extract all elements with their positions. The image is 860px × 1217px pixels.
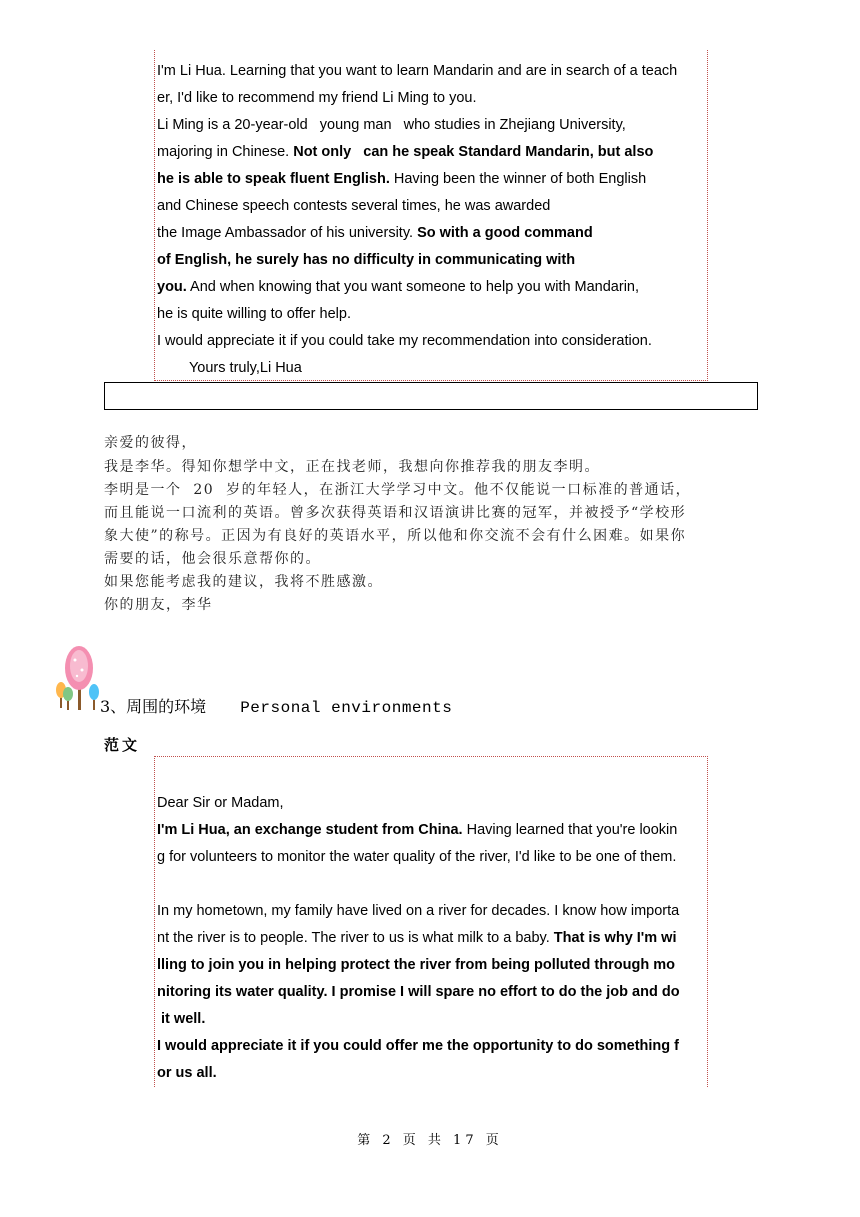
- empty-table-box: [104, 382, 758, 410]
- bold-text: I'm Li Hua, an exchange student from China.: [157, 822, 463, 838]
- bold-text: you.: [157, 279, 187, 295]
- bold-text: Not only can he speak Standard Mandarin, but also: [293, 144, 654, 160]
- letter-line: [157, 1037, 679, 1055]
- translation-line: 你的朋友，李华: [104, 597, 213, 613]
- translation-line: 如果您能考虑我的建议，我将不胜感激。: [104, 574, 383, 590]
- translation-line: 象大使”的称号。正因为有良好的英语水平，所以他和你交流不会有什么困难。如果你: [104, 528, 687, 544]
- bold-text: he is able to speak fluent English.: [157, 171, 390, 187]
- translation-line: 需要的话，他会很乐意帮你的。: [104, 551, 321, 567]
- bold-text: I would appreciate it if you could offer me the opportunity to do something f: [157, 1038, 679, 1054]
- letter-line: [157, 251, 575, 269]
- text: And when knowing that you want someone to help you with Mandarin,: [186, 279, 640, 295]
- letter-line: [157, 62, 677, 80]
- bold-text: So with a good command: [417, 225, 593, 241]
- bold-text: it well.: [157, 1011, 206, 1027]
- section-heading: [100, 694, 452, 717]
- text: and Chinese speech contests several times, he was awarded: [157, 198, 551, 214]
- translation-line: 而且能说一口流利的英语。曾多次获得英语和汉语演讲比赛的冠军，并被授予“学校形: [104, 505, 687, 521]
- bold-text: lling to join you in helping protect the river from being polluted through mo: [157, 957, 675, 973]
- letter-line: [157, 170, 646, 188]
- bold-text: of English, he surely has no difficulty in communicating with: [157, 252, 576, 268]
- tree-decoration-icon: [52, 642, 104, 712]
- letter-line: [157, 305, 351, 323]
- bold-text: or us all.: [157, 1065, 217, 1081]
- translation-line: 李明是一个 20 岁的年轻人，在浙江大学学习中文。他不仅能说一口标准的普通话，: [104, 482, 692, 498]
- text: Li Ming is a 20-year-old young man who studies in Zhejiang University,: [157, 117, 626, 133]
- letter-line: [157, 821, 677, 839]
- letter-line: [157, 902, 679, 920]
- letter-line: [157, 794, 284, 812]
- text: Yours truly,Li Hua: [157, 360, 302, 376]
- letter-line: [157, 1010, 205, 1028]
- letter-line: [157, 956, 675, 974]
- bold-text: nitoring its water quality. I promise I will spare no effort to do the job and do: [157, 984, 680, 1000]
- text: I'm Li Hua. Learning that you want to learn Mandarin and are in search of a teach: [157, 63, 678, 79]
- page-footer: 第 2 页 共 17 页: [357, 1133, 503, 1148]
- text: g for volunteers to monitor the water quality of the river, I'd like to be one of them.: [157, 849, 677, 865]
- letter-line: [157, 278, 639, 296]
- bold-text: That is why I'm wi: [553, 930, 677, 946]
- letter-line: [157, 197, 550, 215]
- translation-line: 亲爱的彼得，: [104, 435, 197, 451]
- letter-line: [157, 89, 477, 107]
- text: Having learned that you're lookin: [462, 822, 678, 838]
- section-english-title: Personal environments: [240, 699, 453, 717]
- letter-line: [157, 359, 302, 377]
- text: Dear Sir or Madam,: [157, 795, 284, 811]
- text: Having been the winner of both English: [389, 171, 647, 187]
- text: the Image Ambassador of his university.: [157, 225, 418, 241]
- section-number-title: 3、周围的环境: [100, 697, 207, 716]
- text: In my hometown, my family have lived on a river for decades. I know how importa: [157, 903, 680, 919]
- letter-line: [157, 116, 626, 134]
- text: nt the river is to people. The river to us is what milk to a baby.: [157, 930, 554, 946]
- letter-line: [157, 929, 677, 947]
- text: he is quite willing to offer help.: [157, 306, 351, 322]
- text: majoring in Chinese.: [157, 144, 294, 160]
- letter-line: [157, 983, 680, 1001]
- translation-line: 我是李华。得知你想学中文，正在找老师，我想向你推荐我的朋友李明。: [104, 459, 600, 475]
- text: er, I'd like to recommend my friend Li Ming to you.: [157, 90, 477, 106]
- letter-line: [157, 848, 676, 866]
- sample-label: 范文: [104, 736, 141, 754]
- letter-line: [157, 224, 593, 242]
- letter-line: [157, 332, 652, 350]
- letter-line: [157, 143, 653, 161]
- letter-line: [157, 1064, 217, 1082]
- text: I would appreciate it if you could take my recommendation into consideration.: [157, 333, 652, 349]
